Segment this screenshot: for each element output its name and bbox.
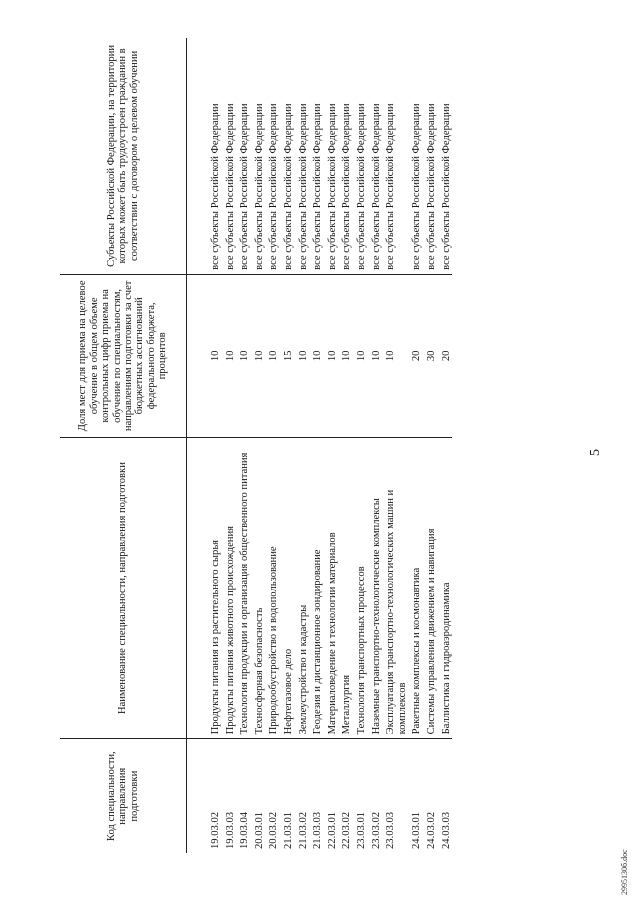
header-share: Доля мест для приема на целевое обучение в общем объеме контрольных цифр приема на обучение по специальностям, направлениям подготовки за счет бюджетных ассигнований федерального бюджета, процентов: [60, 274, 187, 437]
row-region: все субъекты Российской Федерации: [425, 103, 437, 270]
table-header-row: [60, 38, 187, 853]
table-spacer-row: [187, 38, 208, 853]
row-region: все субъекты Российской Федерации: [440, 103, 452, 270]
row-share: 10: [353, 274, 368, 437]
row-region: все субъекты Российской Федерации: [210, 103, 221, 270]
table-row: [280, 38, 295, 853]
row-region: все субъекты Российской Федерации: [297, 103, 309, 270]
row-share: 20: [438, 274, 453, 437]
row-share: 10: [265, 274, 280, 437]
row-share: 10: [207, 274, 222, 437]
table-row: [207, 38, 222, 853]
row-code: 24.03.02: [423, 739, 438, 853]
row-code: 24.03.01: [408, 739, 423, 853]
row-name: Землеустройство и кадастры: [295, 437, 310, 739]
row-share: 10: [324, 274, 339, 437]
row-code: 23.03.01: [353, 739, 368, 853]
row-share: 10: [236, 274, 251, 437]
table-row: [353, 38, 368, 853]
row-share: 10: [338, 274, 353, 437]
row-code: 21.03.02: [295, 739, 310, 853]
row-share: 20: [408, 274, 423, 437]
row-region: все субъекты Российской Федерации: [355, 103, 367, 270]
row-name: Природообустройство и водопользование: [265, 437, 280, 739]
table-row: [265, 38, 280, 853]
row-region: все субъекты Российской Федерации: [282, 103, 294, 270]
table-row: [408, 38, 423, 853]
row-name: Продукты питания животного происхождения: [222, 437, 237, 739]
row-name: Нефтегазовое дело: [280, 437, 295, 739]
document-footer-code: 2995130б.doc: [620, 849, 629, 895]
row-region: все субъекты Российской Федерации: [239, 103, 251, 270]
row-region: все субъекты Российской Федерации: [385, 103, 397, 270]
row-name: Металлургия: [338, 437, 353, 739]
row-code: 20.03.01: [251, 739, 266, 853]
row-share: 10: [295, 274, 310, 437]
row-share: 15: [280, 274, 295, 437]
row-region: все субъекты Российской Федерации: [253, 103, 265, 270]
row-name: Наземные транспортно-технологические комплексы: [368, 437, 383, 739]
table-row: [236, 38, 251, 853]
row-code: 22.03.02: [338, 739, 353, 853]
table-row: [338, 38, 353, 853]
table-row: [382, 38, 408, 853]
row-region: все субъекты Российской Федерации: [341, 103, 353, 270]
row-name: Продукты питания из растительного сырья: [207, 437, 222, 739]
row-share: 10: [222, 274, 237, 437]
table-row: [309, 38, 324, 853]
row-region: все субъекты Российской Федерации: [370, 103, 382, 270]
header-code: Код специальности, направления подготовки: [60, 739, 187, 853]
row-share: 10: [251, 274, 266, 437]
row-code: 19.03.02: [207, 739, 222, 853]
row-region: все субъекты Российской Федерации: [411, 103, 423, 270]
row-share: 10: [382, 274, 408, 437]
page-number: 5: [588, 449, 603, 456]
row-name: Технология транспортных процессов: [353, 437, 368, 739]
row-name: Эксплуатация транспортно-технологических машин и комплексов: [382, 437, 408, 739]
row-region: все субъекты Российской Федерации: [268, 103, 280, 270]
table-row: [222, 38, 237, 853]
row-code: 24.03.03: [438, 739, 453, 853]
table-row: [295, 38, 310, 853]
row-name: Техносферная безопасность: [251, 437, 266, 739]
row-code: 22.03.01: [324, 739, 339, 853]
row-code: 19.03.04: [236, 739, 251, 853]
row-code: 23.03.02: [368, 739, 383, 853]
header-regions: Субъекты Российской Федерации, на территории которых может быть трудоустроен гражданин в соответствии с договором о целевом обучении: [60, 38, 187, 274]
header-name: Наименование специальности, направления подготовки: [60, 437, 187, 739]
row-code: 20.03.02: [265, 739, 280, 853]
row-region: все субъекты Российской Федерации: [326, 103, 338, 270]
row-region: все субъекты Российской Федерации: [224, 103, 236, 270]
table-row: [423, 38, 438, 853]
row-share: 10: [368, 274, 383, 437]
row-name: Материаловедение и технологии материалов: [324, 437, 339, 739]
row-code: 23.03.03: [382, 739, 408, 853]
row-code: 19.03.03: [222, 739, 237, 853]
row-name: Ракетные комплексы и космонавтика: [408, 437, 423, 739]
table-row: [368, 38, 383, 853]
row-share: 30: [423, 274, 438, 437]
row-name: Технология продукции и организация общественного питания: [236, 437, 251, 739]
row-share: 10: [309, 274, 324, 437]
row-name: Баллистика и гидроаэродинамика: [438, 437, 453, 739]
row-code: 21.03.01: [280, 739, 295, 853]
row-name: Геодезия и дистанционное зондирование: [309, 437, 324, 739]
table-body: [187, 38, 453, 853]
row-region: все субъекты Российской Федерации: [312, 103, 324, 270]
row-code: 21.03.03: [309, 739, 324, 853]
table-row: [251, 38, 266, 853]
specialties-table: [60, 38, 452, 853]
table-row: [438, 38, 453, 853]
table-row: [324, 38, 339, 853]
row-name: Системы управления движением и навигация: [423, 437, 438, 739]
